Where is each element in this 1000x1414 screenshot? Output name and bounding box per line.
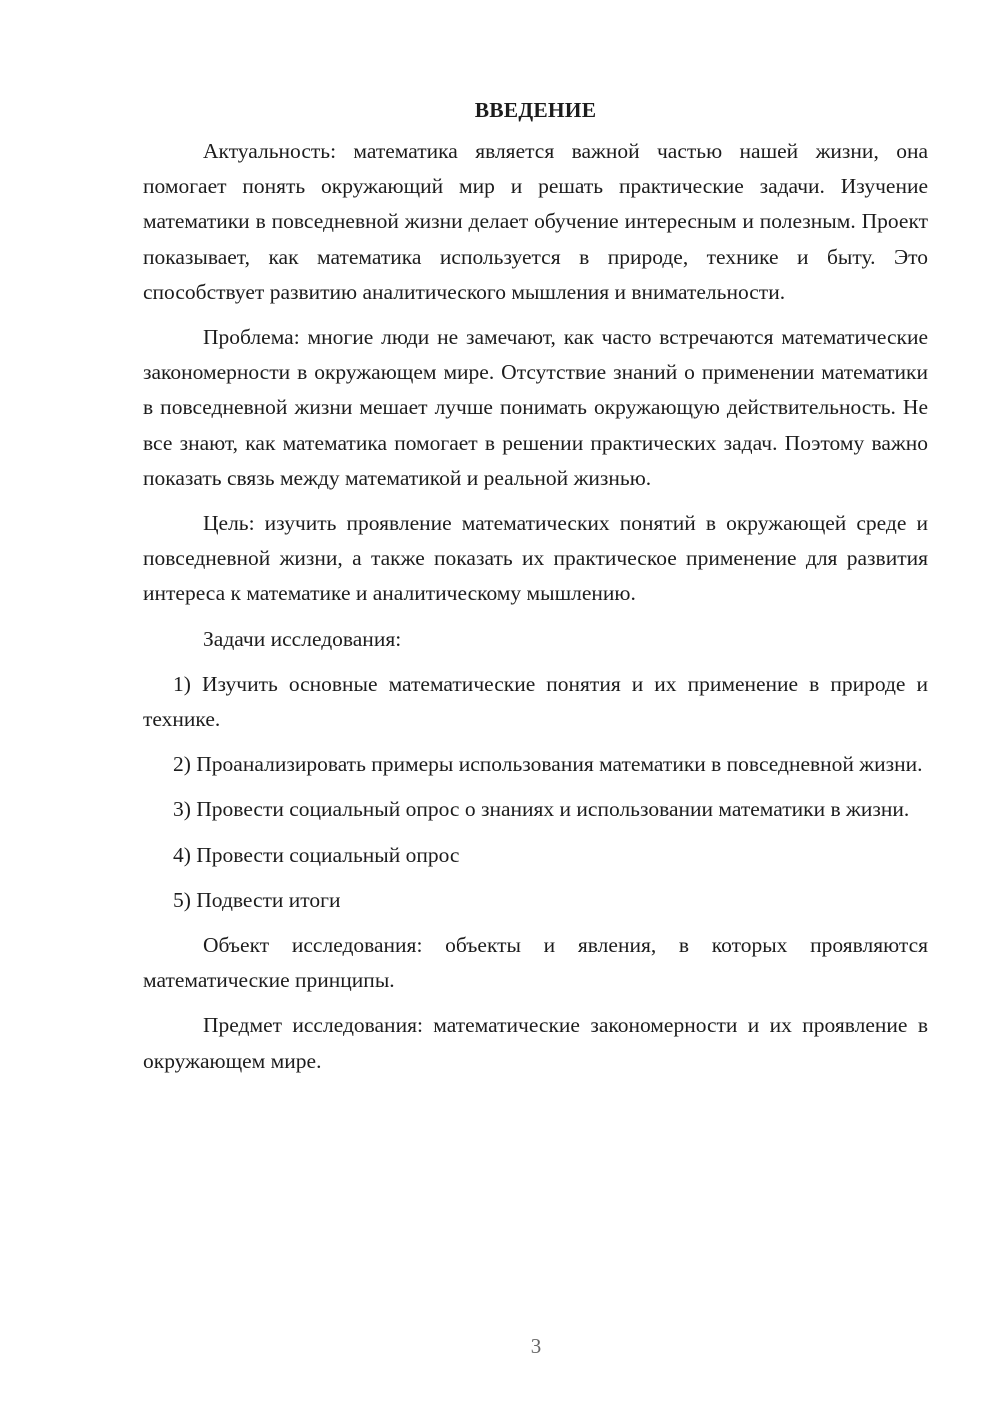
paragraph-relevance: Актуальность: математика является важной частью нашей жизни, она помогает понять окружающий мир и решать практические задачи. Изучение математики в повседневной жизни делает обучение интересным и полезным. Проект показывает, как математика используется в природе, технике и быту. Это способствует развитию аналитического мышления и внимательности. — [143, 139, 928, 304]
page-number: 3 — [530, 1334, 542, 1358]
task-item-2: 2) Проанализировать примеры использования математики в повседневной жизни. — [173, 752, 923, 777]
page-content — [143, 95, 928, 1089]
paragraph-problem: Проблема: многие люди не замечают, как часто встречаются математические закономерности в окружающем мире. Отсутствие знаний о применении математики в повседневной жизни мешает лучше понимать окружающую действительность. Не все знают, как математика помогает в решении практических задач. Поэтому важно показать связь между математикой и реальной жизнью. — [143, 325, 928, 490]
paragraph-tasks-intro: Задачи исследования: — [203, 626, 402, 651]
paragraph-subject: Предмет исследования: математические закономерности и их проявление в окружающем мире. — [143, 1013, 928, 1073]
section-heading: ВВЕДЕНИЕ — [474, 98, 597, 122]
task-item-3: 3) Провести социальный опрос о знаниях и использовании математики в жизни. — [173, 797, 910, 822]
task-item-5: 5) Подвести итоги — [173, 887, 341, 912]
task-item-1: 1) Изучить основные математические понятия и их применение в природе и технике. — [143, 671, 928, 732]
paragraph-object: Объект исследования: объекты и явления, в которых проявляются математические принципы. — [143, 933, 928, 993]
task-item-4: 4) Провести социальный опрос — [173, 842, 460, 867]
paragraph-goal: Цель: изучить проявление математических понятий в окружающей среде и повседневной жизни, а также показать их практическое применение для развития интереса к математике и аналитическому мышлению. — [143, 511, 928, 606]
